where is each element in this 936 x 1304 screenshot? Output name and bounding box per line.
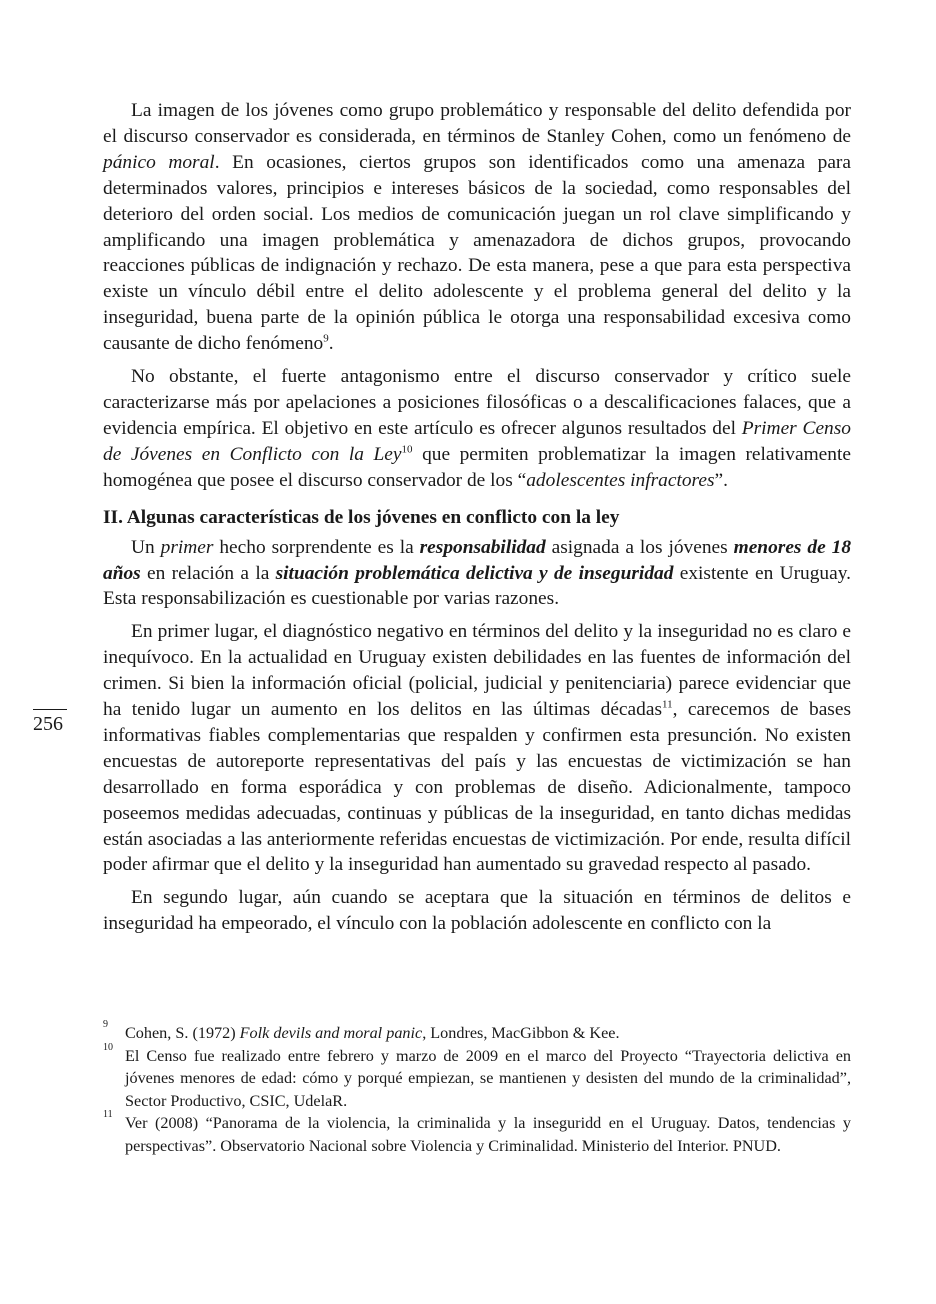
footnote-mark: 9 bbox=[103, 1019, 108, 1030]
bold-italic-term: situación problemática delictiva y de inseguridad bbox=[275, 562, 674, 584]
footnotes bbox=[103, 1019, 851, 1158]
page-number: 256 bbox=[33, 709, 67, 736]
text-run: . bbox=[328, 333, 334, 355]
text-run: existente en Uruguay. Esta responsabilización es cuestionable por varias razones. bbox=[103, 562, 852, 610]
bold-italic-term: responsabilidad bbox=[419, 536, 546, 558]
footnote-9 bbox=[103, 1019, 851, 1045]
section-heading: II. Algunas características de los jóvenes en conflicto con la ley bbox=[103, 506, 620, 528]
text-run: asignada a los jóvenes bbox=[545, 536, 734, 558]
footnote-mark: 11 bbox=[103, 1109, 113, 1121]
footnote-10 bbox=[103, 1041, 851, 1113]
text-run: que permiten problematizar la imagen relativamente homogénea que posee el discurso conservador de los “ bbox=[103, 443, 851, 491]
text-run: No obstante, el fuerte antagonismo entre el discurso conservador y crítico suele caracterizarse más por apelaciones a posiciones filosóficas o a descalificaciones falaces, que a evidencia empírica. El objetivo en este artículo es ofrecer algunos resultados del bbox=[103, 366, 851, 439]
italic-title: Primer Censo de Jóvenes en Conflicto con la Ley bbox=[103, 417, 851, 465]
text-run: hecho sorprendente es la bbox=[213, 536, 420, 558]
text-run: ”. bbox=[714, 469, 729, 491]
paragraph-4 bbox=[103, 619, 851, 878]
paragraph-3 bbox=[103, 535, 851, 613]
paragraph-1 bbox=[103, 98, 851, 357]
text-run: En primer lugar, el diagnóstico negativo en términos del delito y la inseguridad no es claro e inequívoco. En la actualidad en Uruguay existen debilidades en las fuentes de información del crimen. Si bien la información oficial (policial, judicial y penitenciaria) parece evidenciar que ha tenido lugar un aumento en los delitos en las últimas décadas bbox=[103, 621, 851, 721]
text-run: , carecemos de bases informativas fiables complementarias que respalden y confirmen esta presunción. No existen encuestas de autoreporte representativas del país y las encuestas de victimización se han desarrollado en forma esporádica y con problemas de diseño. Adicionalmente, tampoco poseemos medidas adecuadas, continuas y públicas de la inseguridad, en tanto dichas medidas están asociadas a las anteriormente referidas encuestas de victimización. Por ende, resulta difícil poder afirmar que el delito y la inseguridad han aumentado su gravedad respecto al pasado. bbox=[103, 699, 851, 876]
bold-italic-term: menores de 18 años bbox=[103, 536, 852, 584]
footnote-ref-9[interactable]: 9 bbox=[323, 332, 329, 345]
footnote-ref-11[interactable]: 11 bbox=[662, 698, 673, 711]
text-run: El Censo fue realizado entre febrero y marzo de 2009 en el marco del Proyecto “Trayectoria delictiva en jóvenes menores de edad: cómo y porqué empiezan, se mantienen y desisten del mundo de la criminalidad”, Sector Productivo, CSIC, UdelaR. bbox=[125, 1046, 851, 1110]
text-run: Un bbox=[131, 536, 161, 558]
text-run: La imagen de los jóvenes como grupo problemático y responsable del delito defendida por el discurso conservador es considerada, en términos de Stanley Cohen, como un fenómeno de bbox=[103, 100, 851, 147]
footnote-11 bbox=[103, 1109, 851, 1157]
italic-term: adolescentes infractores bbox=[526, 469, 715, 491]
paragraph-5: En segundo lugar, aún cuando se aceptara que la situación en términos de delitos e inseguridad ha empeorado, el vínculo con la población adolescente en conflicto con la bbox=[103, 887, 851, 935]
footnote-mark: 10 bbox=[103, 1041, 113, 1053]
text-run: Ver (2008) “Panorama de la violencia, la criminalida y la inseguridd en el Uruguay. Datos, tendencias y perspectivas”. Observatorio Nacional sobre Violencia y Criminalidad. Ministerio del Interior. PNUD. bbox=[125, 1114, 851, 1155]
text-run: en relación a la bbox=[140, 562, 276, 584]
text-run: , Londres, MacGibbon & Kee. bbox=[422, 1024, 620, 1042]
italic-title: Folk devils and moral panic bbox=[239, 1024, 423, 1042]
italic-term: primer bbox=[160, 536, 214, 558]
italic-term: pánico moral bbox=[103, 151, 215, 173]
page-body bbox=[103, 98, 851, 944]
footnote-ref-10[interactable]: 10 bbox=[401, 443, 413, 456]
text-run: Cohen, S. (1972) bbox=[125, 1024, 240, 1042]
text-run: . En ocasiones, ciertos grupos son identificados como una amenaza para determinados valores, principios e intereses básicos de la sociedad, como responsables del deterioro del orden social. Los medios de comunicación juegan un rol clave simplificando y amplificando una imagen problemática y amenazadora de dichos grupos, provocando reacciones públicas de indignación y rechazo. De esta manera, pese a que para esta perspectiva existe un vínculo débil entre el delito adolescente y el problema general del delito y la inseguridad, buena parte de la opinión pública le otorga una responsabilidad excesiva como causante de dicho fenómeno bbox=[103, 151, 851, 355]
paragraph-2 bbox=[103, 364, 851, 494]
